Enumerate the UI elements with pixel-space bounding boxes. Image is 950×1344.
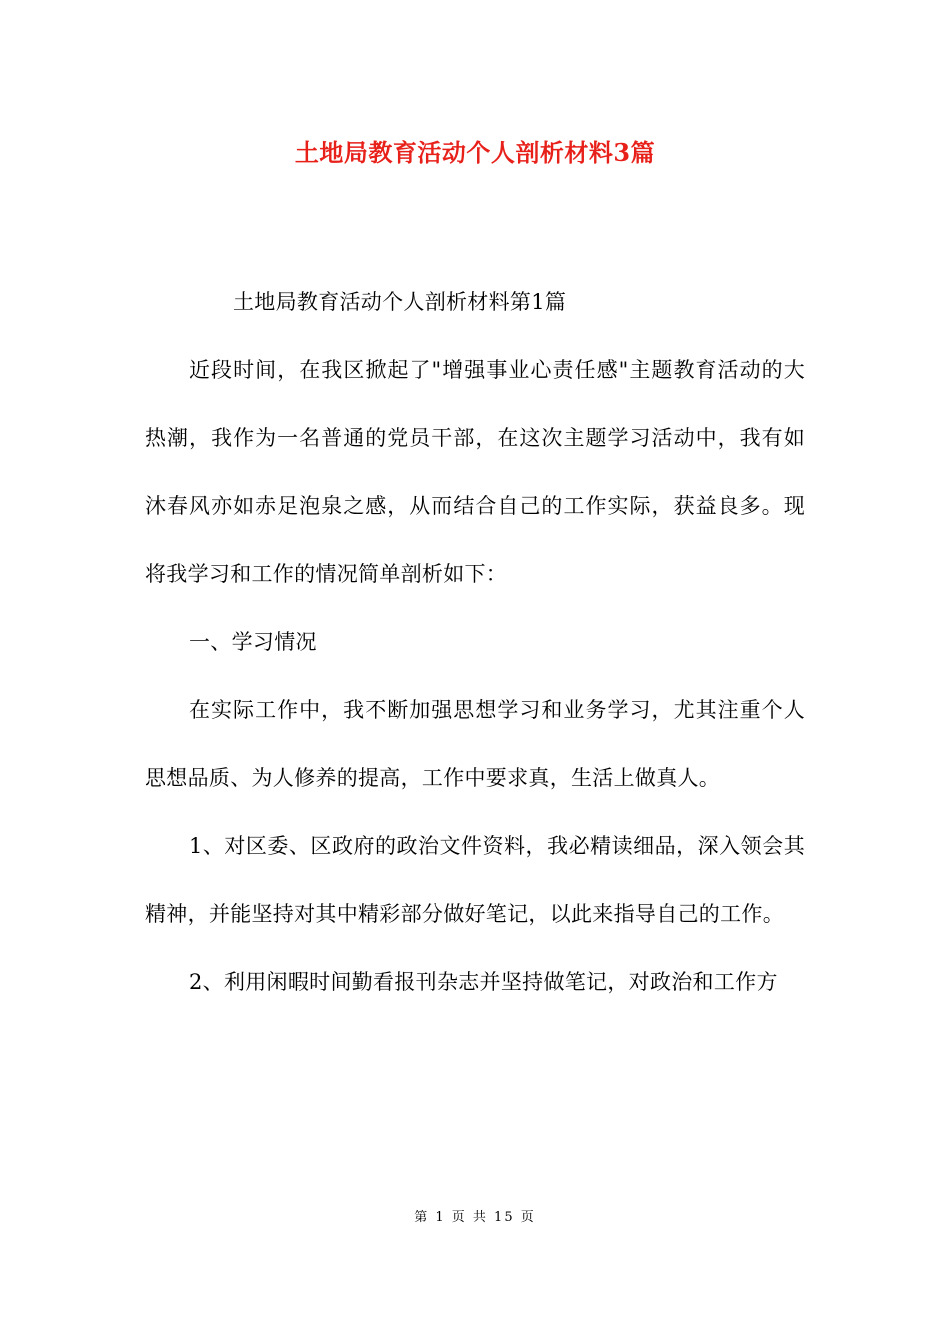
document-title: 土地局教育活动个人剖析材料3篇	[294, 138, 656, 167]
paragraph-intro: 近段时间，在我区掀起了"增强事业心责任感"主题教育活动的大热潮，我作为一名普通的党员干部，在这次主题学习活动中，我有如沐春风亦如赤足泡泉之感，从而结合自己的工作实际，获益良多。现将我学习和工作的情况简单剖析如下：	[145, 358, 805, 586]
paragraph-study: 在实际工作中，我不断加强思想学习和业务学习，尤其注重个人思想品质、为人修养的提高，工作中要求真，生活上做真人。	[145, 698, 805, 790]
document-body	[145, 268, 805, 1016]
paragraph-item-2: 2、利用闲暇时间勤看报刊杂志并坚持做笔记，对政治和工作方	[189, 970, 778, 994]
section-heading-study: 一、学习情况	[189, 630, 317, 654]
page-number-footer: 第 1 页 共 15 页	[414, 1210, 536, 1225]
paragraph-item-1: 1、对区委、区政府的政治文件资料，我必精读细品，深入领会其精神，并能坚持对其中精彩部分做好笔记，以此来指导自己的工作。	[145, 834, 805, 926]
section-subtitle: 土地局教育活动个人剖析材料第1篇	[233, 290, 567, 314]
